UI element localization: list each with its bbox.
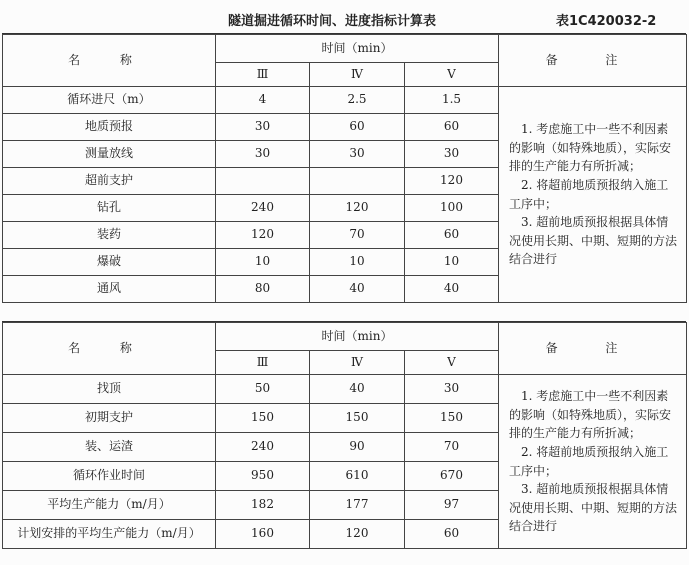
cell-iii: 120 <box>216 222 310 249</box>
cell-iv: 120 <box>310 195 405 222</box>
row-name: 装、运渣 <box>3 433 216 462</box>
cell-iii: 80 <box>216 276 310 303</box>
cell-v: 1.5 <box>405 87 499 114</box>
table-title: 隧道掘进循环时间、进度指标计算表 <box>228 14 437 29</box>
cell-iii: 150 <box>216 404 310 433</box>
cell-iii: 950 <box>216 462 310 491</box>
cell-iii: 240 <box>216 195 310 222</box>
note-2: 2. 将超前地质预报纳入施工工序中； <box>509 444 669 478</box>
row-name: 平均生产能力（m/月） <box>3 491 216 520</box>
notes-cell <box>499 375 687 549</box>
cell-iii: 182 <box>216 491 310 520</box>
note-2: 2. 将超前地质预报纳入施工工序中； <box>509 177 669 211</box>
note-header: 备 注 <box>499 323 687 375</box>
cell-v: 60 <box>405 222 499 249</box>
row-name: 爆破 <box>3 249 216 276</box>
note-1: 1. 考虑施工中一些不利因素的影响（如特殊地质），实际安排的生产能力有所折减； <box>509 122 672 174</box>
row-name: 超前支护 <box>3 168 216 195</box>
note-header: 备 注 <box>499 35 687 87</box>
cell-iv: 40 <box>310 276 405 303</box>
grade-header-iv: Ⅳ <box>310 63 405 87</box>
table-row <box>3 375 687 404</box>
cell-v: 150 <box>405 404 499 433</box>
cell-iii <box>216 168 310 195</box>
cell-iv: 90 <box>310 433 405 462</box>
cell-iii: 10 <box>216 249 310 276</box>
cell-v: 10 <box>405 249 499 276</box>
cell-iii: 240 <box>216 433 310 462</box>
cell-v: 30 <box>405 375 499 404</box>
table-row <box>3 87 687 114</box>
grade-header-iv: Ⅳ <box>310 351 405 375</box>
cell-iv: 120 <box>310 520 405 549</box>
note-3: 3. 超前地质预报根据具体情况使用长期、中期、短期的方法结合进行 <box>509 215 678 267</box>
row-name: 钻孔 <box>3 195 216 222</box>
cell-v: 120 <box>405 168 499 195</box>
name-header: 名 称 <box>3 35 216 87</box>
row-name: 找顶 <box>3 375 216 404</box>
cell-iv <box>310 168 405 195</box>
cell-v: 97 <box>405 491 499 520</box>
grade-header-v: Ⅴ <box>405 351 499 375</box>
cell-iii: 30 <box>216 114 310 141</box>
cell-iv: 2.5 <box>310 87 405 114</box>
note-3: 3. 超前地质预报根据具体情况使用长期、中期、短期的方法结合进行 <box>509 482 678 534</box>
timing-table-part-1 <box>2 34 687 303</box>
cell-iv: 610 <box>310 462 405 491</box>
cell-v: 30 <box>405 141 499 168</box>
row-name: 循环作业时间 <box>3 462 216 491</box>
cell-iv: 30 <box>310 141 405 168</box>
grade-header-iii: Ⅲ <box>216 351 310 375</box>
cell-iv: 70 <box>310 222 405 249</box>
row-name: 通风 <box>3 276 216 303</box>
cell-v: 70 <box>405 433 499 462</box>
grade-header-iii: Ⅲ <box>216 63 310 87</box>
grade-header-v: Ⅴ <box>405 63 499 87</box>
cell-iii: 30 <box>216 141 310 168</box>
cell-iv: 40 <box>310 375 405 404</box>
cell-v: 670 <box>405 462 499 491</box>
row-name: 初期支护 <box>3 404 216 433</box>
cell-iii: 4 <box>216 87 310 114</box>
cell-iv: 177 <box>310 491 405 520</box>
cell-iv: 150 <box>310 404 405 433</box>
time-header: 时间（min） <box>216 35 499 63</box>
row-name: 测量放线 <box>3 141 216 168</box>
cell-iii: 160 <box>216 520 310 549</box>
cell-v: 40 <box>405 276 499 303</box>
name-header: 名 称 <box>3 323 216 375</box>
cell-iv: 10 <box>310 249 405 276</box>
cell-v: 100 <box>405 195 499 222</box>
table-code: 表1C420032-2 <box>556 14 657 29</box>
time-header: 时间（min） <box>216 323 499 351</box>
row-name: 装药 <box>3 222 216 249</box>
cell-v: 60 <box>405 520 499 549</box>
cell-iii: 50 <box>216 375 310 404</box>
cell-v: 60 <box>405 114 499 141</box>
table-caption <box>0 6 689 30</box>
row-name: 计划安排的平均生产能力（m/月） <box>3 520 216 549</box>
timing-table-part-2 <box>2 322 687 549</box>
cell-iv: 60 <box>310 114 405 141</box>
note-1: 1. 考虑施工中一些不利因素的影响（如特殊地质），实际安排的生产能力有所折减； <box>509 389 672 441</box>
row-name: 循环进尺（m） <box>3 87 216 114</box>
notes-cell <box>499 87 687 303</box>
row-name: 地质预报 <box>3 114 216 141</box>
